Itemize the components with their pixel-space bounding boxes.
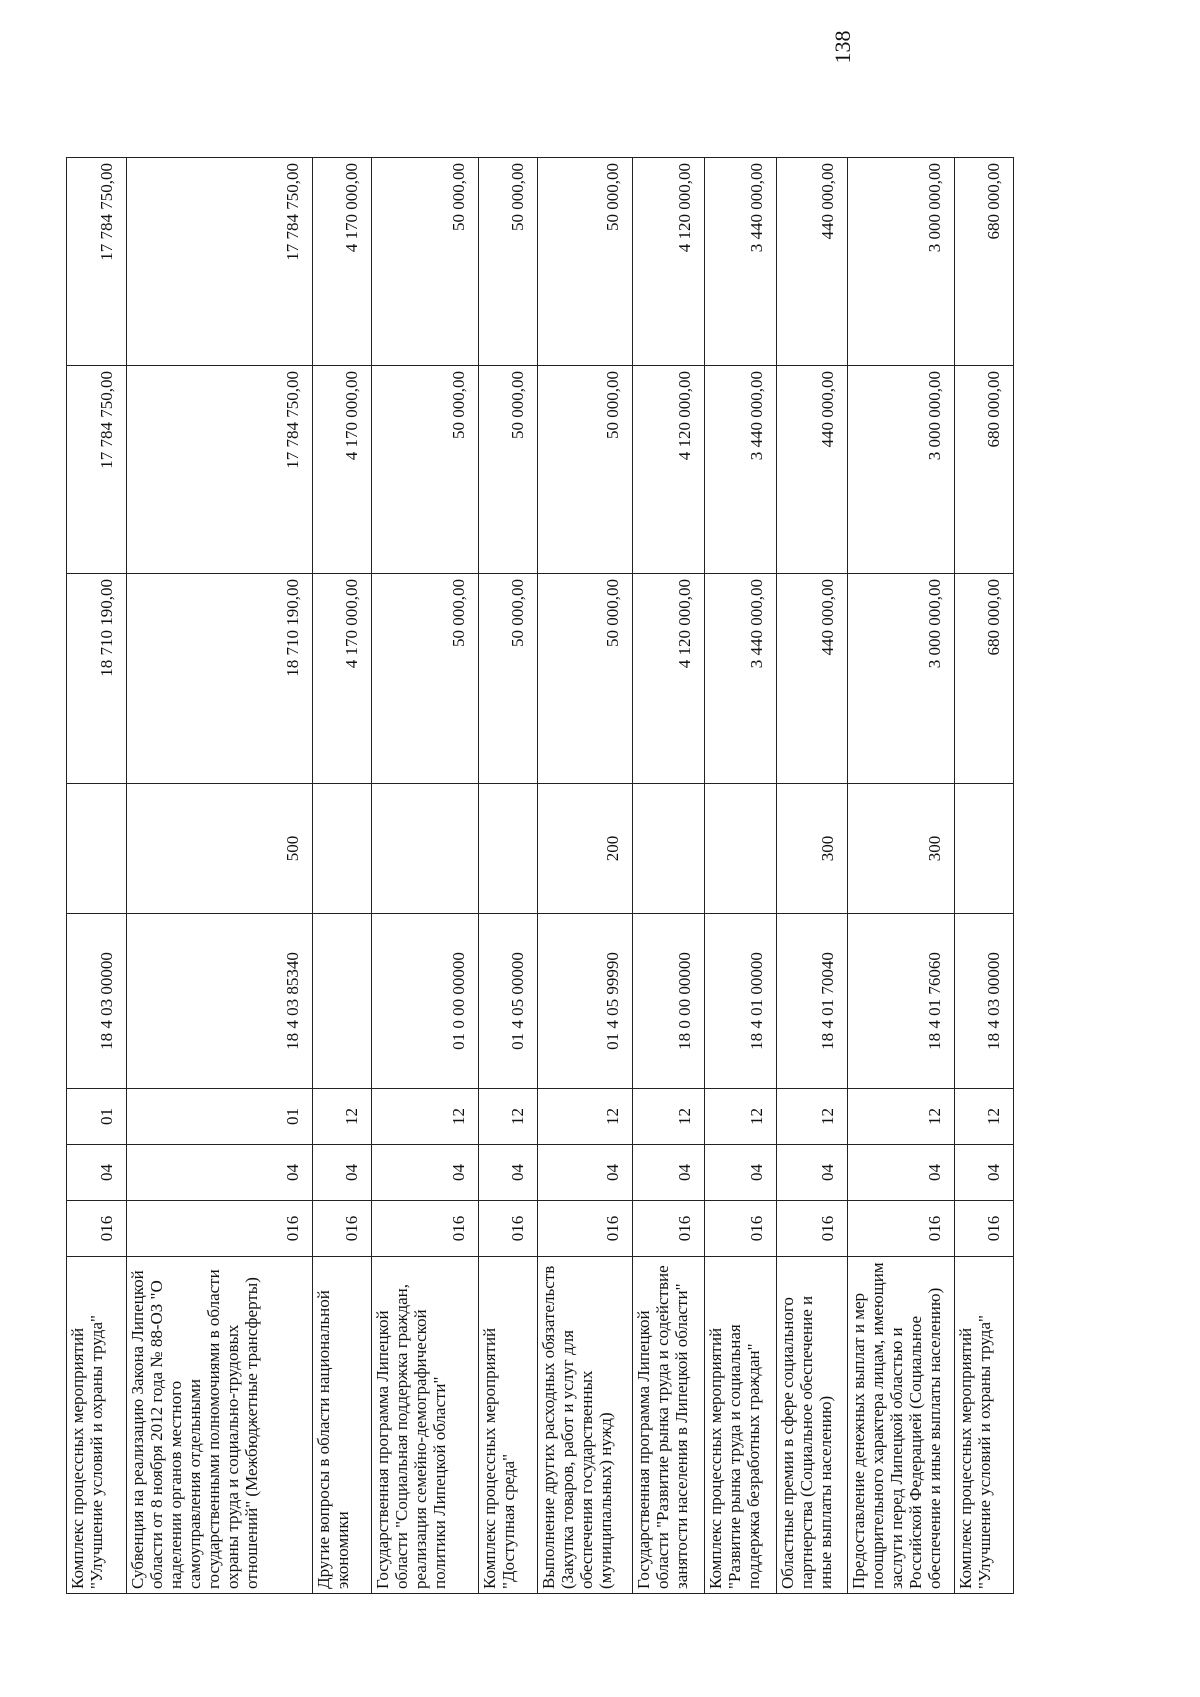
cell-expense-type: 300	[848, 784, 955, 914]
cell-subsection: 12	[313, 1089, 372, 1145]
cell-target-article: 18 4 03 00000	[955, 914, 1014, 1089]
cell-admin-code: 016	[67, 1201, 127, 1257]
cell-name: Государственная программа Липецкой области "Развитие рынка труда и содействие занятости населения в Липецкой области"	[633, 1257, 705, 1594]
cell-admin-code: 016	[538, 1201, 633, 1257]
cell-expense-type	[372, 784, 479, 914]
cell-section: 04	[479, 1145, 538, 1201]
cell-amount-1: 4 170 000,00	[313, 574, 372, 784]
cell-amount-2: 50 000,00	[538, 366, 633, 574]
cell-amount-1: 3 440 000,00	[705, 574, 777, 784]
table-row	[538, 158, 633, 1594]
cell-amount-3: 50 000,00	[372, 158, 479, 366]
cell-amount-3: 3 440 000,00	[705, 158, 777, 366]
cell-amount-3: 50 000,00	[479, 158, 538, 366]
cell-amount-3: 4 120 000,00	[633, 158, 705, 366]
cell-amount-2: 17 784 750,00	[127, 366, 313, 574]
cell-amount-1: 50 000,00	[538, 574, 633, 784]
cell-target-article: 18 4 01 76060	[848, 914, 955, 1089]
cell-target-article: 01 0 00 00000	[372, 914, 479, 1089]
table-row	[313, 158, 372, 1594]
cell-name: Комплекс процессных мероприятий "Улучшение условий и охраны труда"	[67, 1257, 127, 1594]
cell-admin-code: 016	[777, 1201, 848, 1257]
cell-expense-type: 500	[127, 784, 313, 914]
cell-expense-type	[479, 784, 538, 914]
cell-expense-type	[67, 784, 127, 914]
cell-subsection: 12	[479, 1089, 538, 1145]
cell-subsection: 12	[633, 1089, 705, 1145]
cell-amount-2: 50 000,00	[372, 366, 479, 574]
cell-amount-3: 50 000,00	[538, 158, 633, 366]
cell-admin-code: 016	[372, 1201, 479, 1257]
cell-expense-type: 300	[777, 784, 848, 914]
cell-name: Государственная программа Липецкой области "Социальная поддержка граждан, реализация семейно-демографической политики Липецкой области"	[372, 1257, 479, 1594]
cell-amount-2: 50 000,00	[479, 366, 538, 574]
cell-subsection: 12	[538, 1089, 633, 1145]
cell-name: Субвенция на реализацию Закона Липецкой области от 8 ноября 2012 года № 88-ОЗ "О наделении органов местного самоуправления отдельными государственными полномочиями в области охраны труда и социально-трудовых отношений" (Межбюджетные трансферты)	[127, 1257, 313, 1594]
table-row	[955, 158, 1014, 1594]
cell-amount-2: 440 000,00	[777, 366, 848, 574]
cell-target-article: 18 4 03 85340	[127, 914, 313, 1089]
cell-section: 04	[67, 1145, 127, 1201]
cell-name: Комплекс процессных мероприятий "Развитие рынка труда и социальная поддержка безработных граждан"	[705, 1257, 777, 1594]
cell-section: 04	[127, 1145, 313, 1201]
cell-amount-2: 4 120 000,00	[633, 366, 705, 574]
cell-subsection: 12	[372, 1089, 479, 1145]
budget-table	[66, 157, 1014, 1594]
cell-admin-code: 016	[705, 1201, 777, 1257]
table-row	[633, 158, 705, 1594]
cell-amount-1: 18 710 190,00	[127, 574, 313, 784]
table-row	[777, 158, 848, 1594]
cell-subsection: 01	[67, 1089, 127, 1145]
cell-amount-1: 4 120 000,00	[633, 574, 705, 784]
cell-expense-type: 200	[538, 784, 633, 914]
cell-admin-code: 016	[479, 1201, 538, 1257]
cell-amount-3: 680 000,00	[955, 158, 1014, 366]
table-row	[372, 158, 479, 1594]
cell-name: Другие вопросы в области национальной экономики	[313, 1257, 372, 1594]
cell-subsection: 12	[848, 1089, 955, 1145]
cell-amount-2: 680 000,00	[955, 366, 1014, 574]
table-row	[67, 158, 127, 1594]
cell-section: 04	[848, 1145, 955, 1201]
cell-amount-3: 440 000,00	[777, 158, 848, 366]
cell-subsection: 01	[127, 1089, 313, 1145]
cell-target-article: 18 4 03 00000	[67, 914, 127, 1089]
cell-expense-type	[313, 784, 372, 914]
cell-subsection: 12	[705, 1089, 777, 1145]
cell-amount-1: 3 000 000,00	[848, 574, 955, 784]
cell-amount-1: 50 000,00	[372, 574, 479, 784]
cell-name: Предоставление денежных выплат и мер поощрительного характера лицам, имеющим заслуги перед Липецкой областью и Российской Федерацией (Социальное обеспечение и иные выплаты населению)	[848, 1257, 955, 1594]
cell-section: 04	[955, 1145, 1014, 1201]
cell-subsection: 12	[955, 1089, 1014, 1145]
cell-subsection: 12	[777, 1089, 848, 1145]
cell-target-article: 18 0 00 00000	[633, 914, 705, 1089]
cell-name: Областные премии в сфере социального партнерства (Социальное обеспечение и иные выплаты населению)	[777, 1257, 848, 1594]
cell-admin-code: 016	[127, 1201, 313, 1257]
cell-section: 04	[633, 1145, 705, 1201]
cell-target-article: 01 4 05 99990	[538, 914, 633, 1089]
cell-name: Комплекс процессных мероприятий "Доступная среда"	[479, 1257, 538, 1594]
table-row	[127, 158, 313, 1594]
cell-name: Выполнение других расходных обязательств (Закупка товаров, работ и услуг для обеспечения государственных (муниципальных) нужд)	[538, 1257, 633, 1594]
cell-expense-type	[955, 784, 1014, 914]
cell-admin-code: 016	[633, 1201, 705, 1257]
cell-target-article: 18 4 01 70040	[777, 914, 848, 1089]
cell-admin-code: 016	[313, 1201, 372, 1257]
cell-amount-2: 4 170 000,00	[313, 366, 372, 574]
cell-admin-code: 016	[848, 1201, 955, 1257]
cell-amount-1: 18 710 190,00	[67, 574, 127, 784]
cell-amount-2: 3 000 000,00	[848, 366, 955, 574]
cell-amount-3: 3 000 000,00	[848, 158, 955, 366]
cell-expense-type	[705, 784, 777, 914]
cell-amount-3: 17 784 750,00	[127, 158, 313, 366]
cell-target-article: 01 4 05 00000	[479, 914, 538, 1089]
cell-amount-2: 3 440 000,00	[705, 366, 777, 574]
cell-section: 04	[313, 1145, 372, 1201]
cell-amount-1: 440 000,00	[777, 574, 848, 784]
cell-section: 04	[777, 1145, 848, 1201]
page-number: 138	[830, 30, 855, 64]
table-row	[848, 158, 955, 1594]
cell-name: Комплекс процессных мероприятий "Улучшение условий и охраны труда"	[955, 1257, 1014, 1594]
cell-section: 04	[705, 1145, 777, 1201]
cell-amount-1: 680 000,00	[955, 574, 1014, 784]
cell-amount-3: 4 170 000,00	[313, 158, 372, 366]
table-row	[479, 158, 538, 1594]
table-row	[705, 158, 777, 1594]
cell-expense-type	[633, 784, 705, 914]
cell-amount-1: 50 000,00	[479, 574, 538, 784]
cell-section: 04	[372, 1145, 479, 1201]
cell-amount-2: 17 784 750,00	[67, 366, 127, 574]
table-body	[67, 158, 1014, 1594]
cell-target-article	[313, 914, 372, 1089]
cell-admin-code: 016	[955, 1201, 1014, 1257]
cell-amount-3: 17 784 750,00	[67, 158, 127, 366]
cell-target-article: 18 4 01 00000	[705, 914, 777, 1089]
cell-section: 04	[538, 1145, 633, 1201]
